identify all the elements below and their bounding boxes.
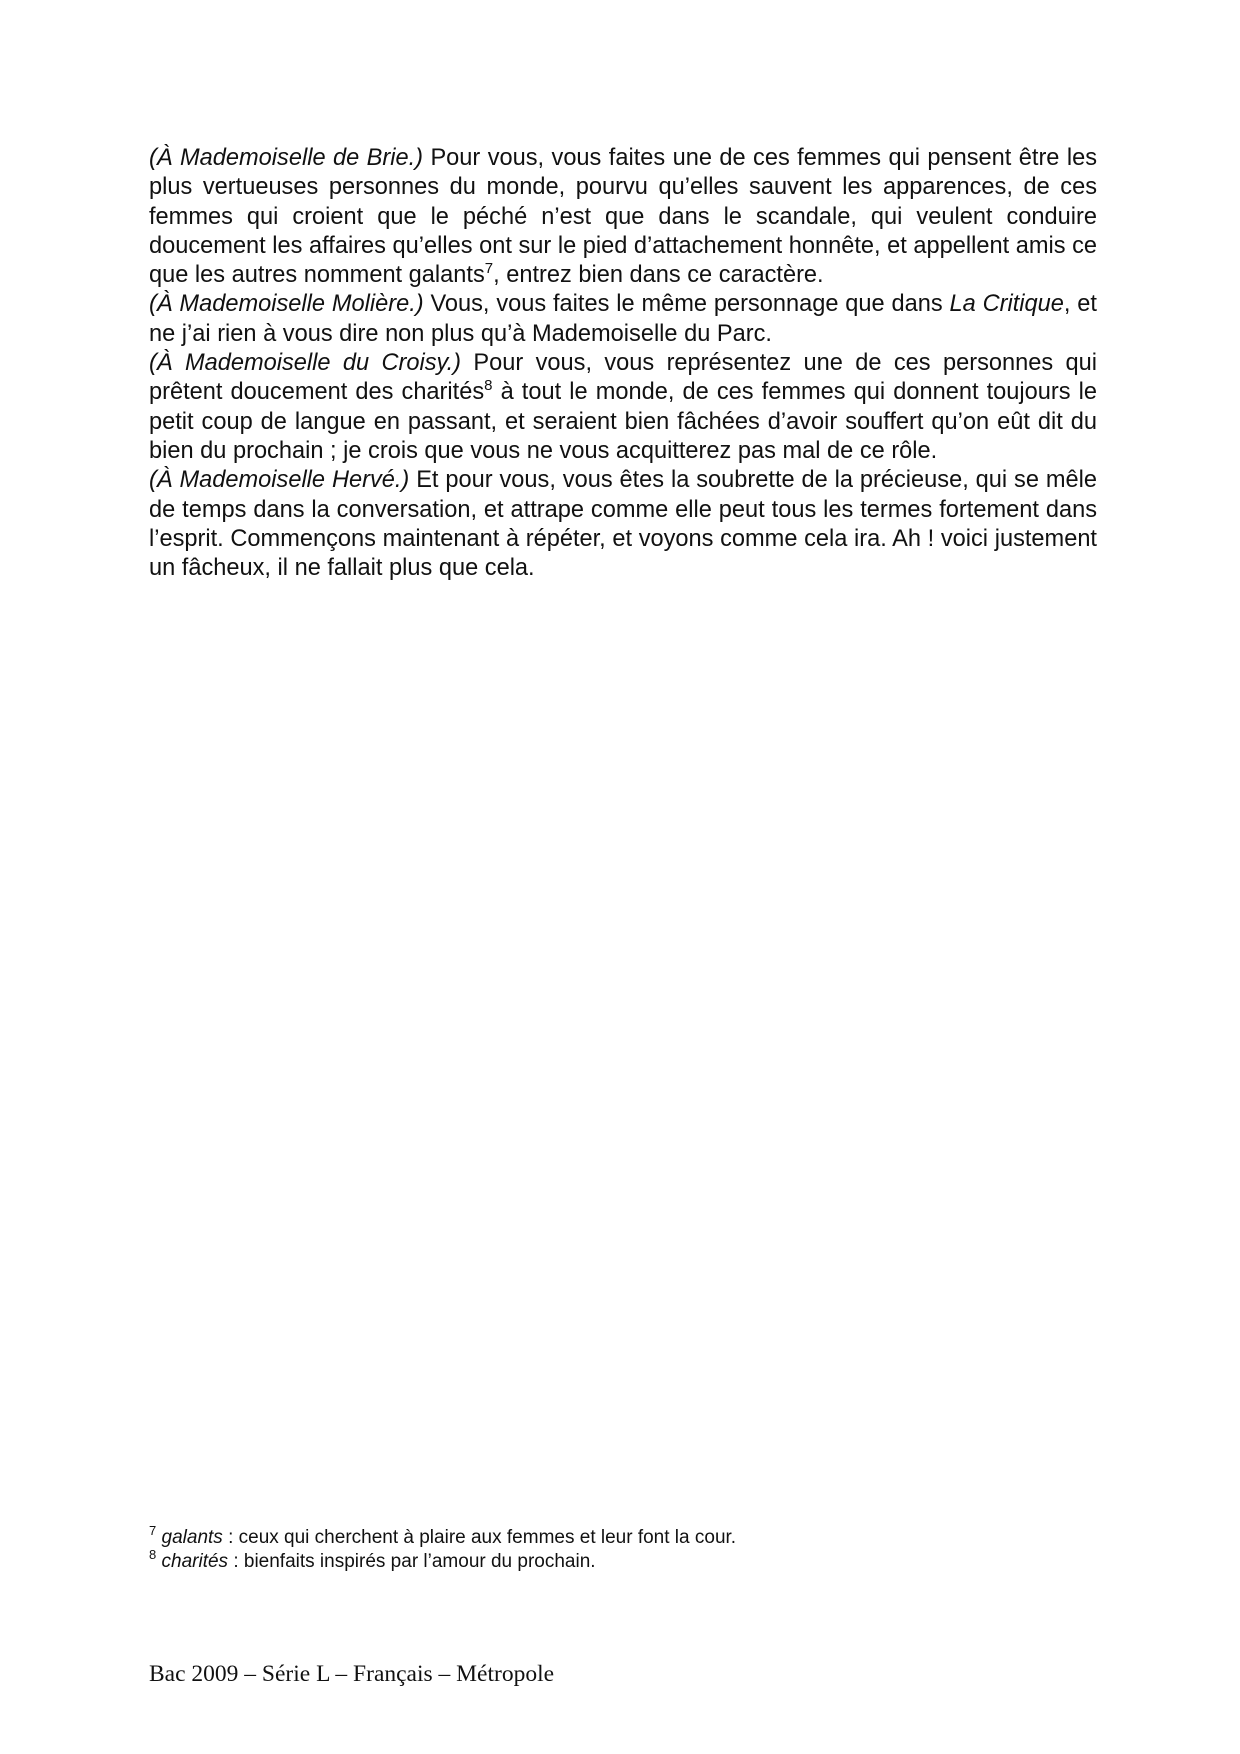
stage-direction: (À Mademoiselle Hervé.) xyxy=(149,467,410,494)
paragraph-text: Pour vous, vous représentez une de ces personnes qui prêtent doucement des charités xyxy=(149,350,1098,406)
footnote-term: charités xyxy=(161,1551,229,1572)
paragraph-de-brie xyxy=(149,144,1097,290)
paragraph-text: Pour vous, vous faites une de ces femmes qui pensent être les plus vertueuses personnes du monde, pourvu qu’elles sauvent les apparences, de ces femmes qui croient que le péché n’est que dans le scandale, qui veulent conduire doucement les affaires qu’elles ont sur le pied d’attachement honnête, et appellent amis ce que les autres nomment galants xyxy=(149,145,1098,289)
stage-direction: (À Mademoiselle Molière.) xyxy=(149,291,424,318)
paragraph-text: , et ne j’ai rien à vous dire non plus qu’à Mademoiselle du Parc. xyxy=(149,291,1097,347)
paragraph-herve xyxy=(149,466,1097,583)
footnote-ref-7[interactable]: 7 xyxy=(484,260,494,278)
footnote-term: galants xyxy=(161,1527,223,1548)
page-footer: Bac 2009 – Série L – Français – Métropole xyxy=(149,1661,555,1687)
footnote-8 xyxy=(149,1547,1097,1574)
paragraph-text: à tout le monde, de ces femmes qui donnent toujours le petit coup de langue en passant, et seraient bien fâchées d’avoir souffert qu’on eût dit du bien du prochain ; je crois que vous ne vous acquitterez pas mal de ce rôle. xyxy=(149,379,1098,464)
footnote-definition: : bienfaits inspirés par l’amour du prochain. xyxy=(228,1551,596,1572)
stage-direction: (À Mademoiselle du Croisy.) xyxy=(149,350,462,377)
paragraph-du-croisy xyxy=(149,349,1097,466)
paragraph-text: Vous, vous faites le même personnage que dans xyxy=(423,291,950,318)
footnote-definition: : ceux qui cherchent à plaire aux femmes et leur font la cour. xyxy=(222,1527,737,1548)
work-title: La Critique xyxy=(949,291,1064,318)
footnote-number: 7 xyxy=(149,1523,157,1538)
footnote-ref-8[interactable]: 8 xyxy=(484,377,493,395)
paragraph-moliere xyxy=(149,290,1097,349)
footnote-number: 8 xyxy=(149,1547,157,1562)
paragraph-text: Et pour vous, vous êtes la soubrette de la précieuse, qui se mêle de temps dans la conversation, et attrape comme elle peut tous les termes fortement dans l’esprit. Commençons maintenant à répéter, et voyons comme cela ira. Ah ! voici justement un fâcheux, il ne fallait plus que cela. xyxy=(149,467,1097,582)
footnotes xyxy=(149,1523,1097,1574)
footnote-7 xyxy=(149,1523,1097,1550)
stage-direction: (À Mademoiselle de Brie.) xyxy=(149,145,424,171)
main-text xyxy=(149,144,1097,583)
paragraph-text: , entrez bien dans ce caractère. xyxy=(493,262,824,289)
